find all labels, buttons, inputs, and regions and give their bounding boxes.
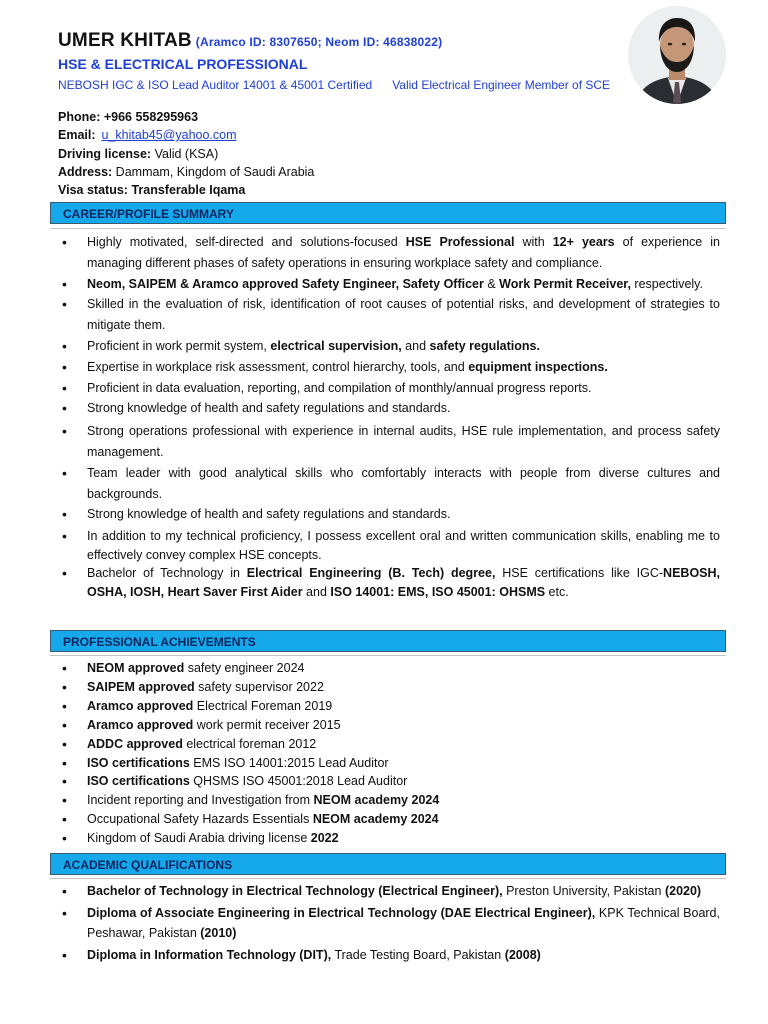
- academic-list: [62, 881, 720, 966]
- visa-row: Visa status: Transferable Iqama: [58, 183, 246, 198]
- list-item: • Strong knowledge of health and safety regulations and standards.: [62, 398, 720, 419]
- candidate-ids: (Aramco ID: 8307650; Neom ID: 46838022): [195, 35, 443, 49]
- list-item: • Strong knowledge of health and safety regulations and standards.: [62, 504, 720, 525]
- list-item: • Bachelor of Technology in Electrical Engineering (B. Tech) degree, HSE certifications like IGC-NEBOSH, OSHA, IOSH, Heart Saver First Aider and ISO 14001: EMS, ISO 45001: OHSMS etc.: [62, 564, 720, 601]
- license-value: Valid (KSA): [154, 146, 219, 161]
- list-item: • Proficient in work permit system, electrical supervision, and safety regulations.: [62, 336, 720, 357]
- contact-details: [58, 108, 314, 199]
- list-item: • Occupational Safety Hazards Essentials NEOM academy 2024: [62, 810, 720, 829]
- list-item: • Bachelor of Technology in Electrical Technology (Electrical Engineer), Preston University, Pakistan (2020): [62, 881, 720, 902]
- section-divider: [50, 655, 726, 656]
- list-item: • Team leader with good analytical skills who comfortably interacts with people from diverse cultures and backgrounds.: [62, 463, 720, 505]
- list-item: • Strong operations professional with experience in internal audits, HSE rule implementation, and process safety management.: [62, 421, 720, 463]
- list-item: • Diploma of Associate Engineering in Electrical Technology (DAE Electrical Engineer), KPK Technical Board, Peshawar, Pakistan (2010): [62, 903, 720, 944]
- phone-row: Phone: +966 558295963: [58, 110, 199, 124]
- list-item: • In addition to my technical proficiency, I possess excellent oral and written communication skills, enabling me to effectively convey complex HSE concepts.: [62, 527, 720, 564]
- email-link[interactable]: u_khitab45@yahoo.com: [101, 128, 237, 143]
- section-header-achievements: [50, 630, 726, 652]
- list-item: • Aramco approved work permit receiver 2015: [62, 716, 720, 735]
- section-title: CAREER/PROFILE SUMMARY: [63, 207, 234, 221]
- list-item: • SAIPEM approved safety supervisor 2022: [62, 678, 720, 697]
- visa-value: Transferable Iqama: [131, 183, 246, 198]
- list-item: • Proficient in data evaluation, reporting, and compilation of monthly/annual progress reports.: [62, 378, 720, 399]
- resume-header: [58, 30, 638, 92]
- section-header-academic: [50, 853, 726, 875]
- list-item: • Expertise in workplace risk assessment, control hierarchy, tools, and equipment inspections.: [62, 357, 720, 378]
- section-divider: [50, 878, 726, 879]
- address-value: Dammam, Kingdom of Saudi Arabia: [115, 164, 315, 179]
- address-row: Address: Dammam, Kingdom of Saudi Arabia: [58, 164, 315, 179]
- summary-list: [62, 232, 720, 601]
- list-item: • NEOM approved safety engineer 2024: [62, 659, 720, 678]
- profile-photo: [628, 6, 726, 104]
- cert-line: [58, 78, 638, 92]
- section-divider: [50, 228, 726, 229]
- candidate-name: UMER KHITAB: [58, 30, 192, 51]
- section-title: PROFESSIONAL ACHIEVEMENTS: [63, 635, 256, 649]
- list-item: • ADDC approved electrical foreman 2012: [62, 735, 720, 754]
- license-row: Driving license: Valid (KSA): [58, 146, 219, 161]
- certifications: NEBOSH IGC & ISO Lead Auditor 14001 & 45001 Certified: [58, 78, 373, 92]
- candidate-role: HSE & ELECTRICAL PROFESSIONAL: [58, 56, 308, 72]
- list-item: • Skilled in the evaluation of risk, identification of root causes of potential risks, and development of strategies to mitigate them.: [62, 294, 720, 336]
- email-row: Email: u_khitab45@yahoo.com: [58, 128, 237, 143]
- list-item: • ISO certifications EMS ISO 14001:2015 Lead Auditor: [62, 754, 720, 773]
- list-item: • ISO certifications QHSMS ISO 45001:2018 Lead Auditor: [62, 772, 720, 791]
- achievements-list: [62, 659, 720, 848]
- list-item: • Aramco approved Electrical Foreman 2019: [62, 697, 720, 716]
- list-item: • Incident reporting and Investigation from NEOM academy 2024: [62, 791, 720, 810]
- list-item: • Neom, SAIPEM & Aramco approved Safety Engineer, Safety Officer & Work Permit Receiver, respectively.: [62, 274, 720, 295]
- section-header-summary: [50, 202, 726, 224]
- section-title: ACADEMIC QUALIFICATIONS: [63, 858, 233, 872]
- list-item: • Kingdom of Saudi Arabia driving license 2022: [62, 829, 720, 848]
- membership: Valid Electrical Engineer Member of SCE: [392, 78, 611, 92]
- name-line: [58, 30, 638, 52]
- list-item: • Diploma in Information Technology (DIT), Trade Testing Board, Pakistan (2008): [62, 945, 720, 966]
- phone-number: +966 558295963: [103, 110, 199, 124]
- list-item: • Highly motivated, self-directed and solutions-focused HSE Professional with 12+ years of experience in managing different phases of safety operations in ensuring workplace safety and compliance.: [62, 232, 720, 274]
